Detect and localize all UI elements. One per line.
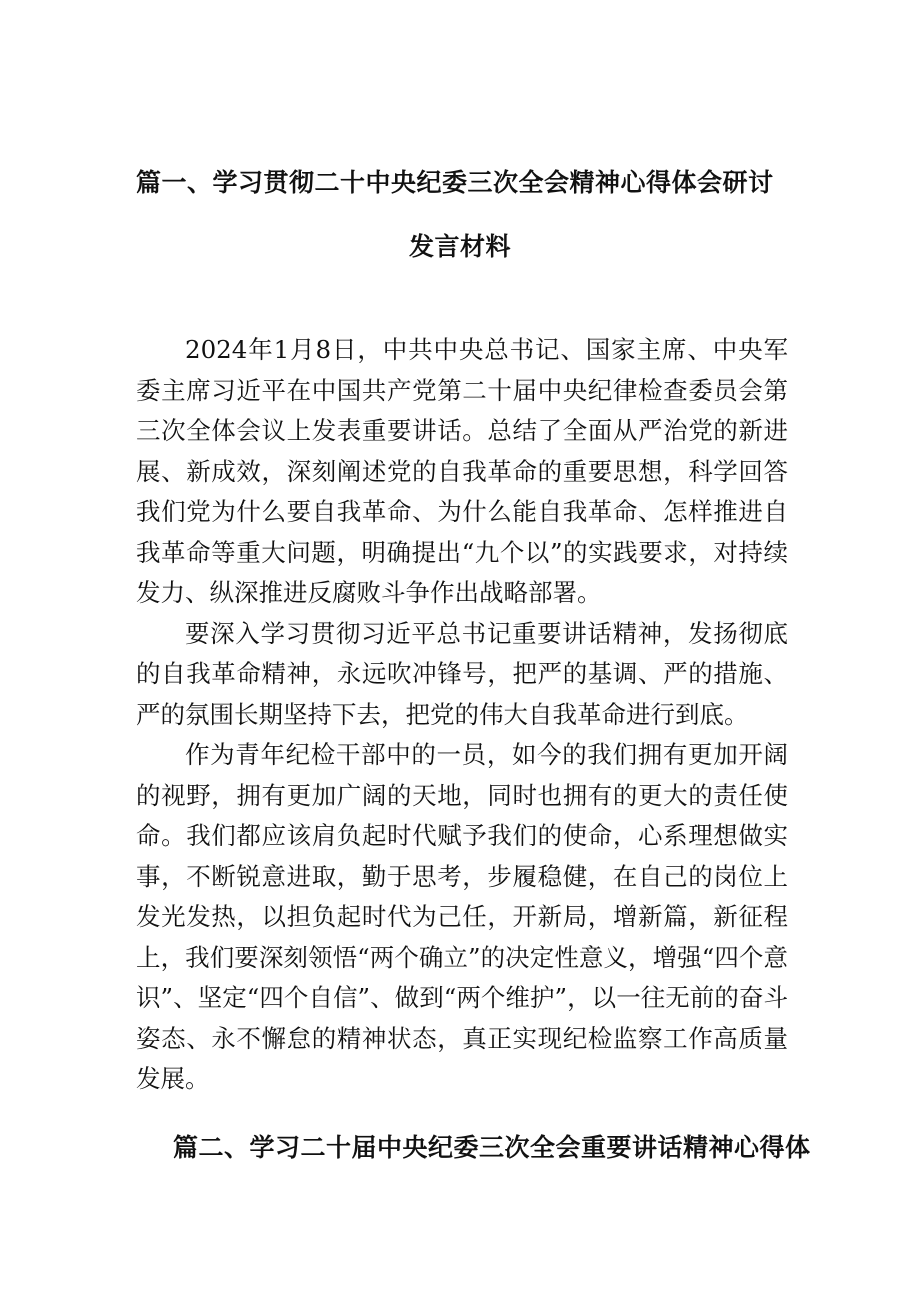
section1-title-line1: 篇一、学习贯彻二十中央纪委三次全会精神心得体会研讨 (136, 168, 774, 197)
paragraph: 2024年1月8日，中共中央总书记、国家主席、中央军委主席习近平在中国共产党第二十届中央纪律检查委员会第三次全体会议上发表重要讲话。总结了全面从严治党的新进展、新成效，深刻阐述党的自我革命的重要思想，科学回答我们党为什么要自我革命、为什么能自我革命、怎样推进自我革命等重大问题，明确提出“九个以”的实践要求，对持续发力、纵深推进反腐败斗争作出战略部署。 (136, 335, 788, 607)
section2-title: 篇二、学习二十届中央纪委三次全会重要讲话精神心得体 (173, 1133, 811, 1162)
section1-title-line2: 发言材料 (408, 232, 511, 261)
paragraph: 作为青年纪检干部中的一员，如今的我们拥有更加开阔的视野，拥有更加广阔的天地，同时也拥有的更大的责任使命。我们都应该肩负起时代赋予我们的使命，心系理想做实事，不断锐意进取，勤于思考，步履稳健，在自己的岗位上发光发热，以担负起时代为己任，开新局，增新篇，新征程上，我们要深刻领悟“两个确立”的决定性意义，增强“四个意识”、坚定“四个自信”、做到“两个维护”，以一往无前的奋斗姿态、永不懈怠的精神状态，真正实现纪检监察工作高质量发展。 (136, 740, 788, 1093)
paragraph: 要深入学习贯彻习近平总书记重要讲话精神，发扬彻底的自我革命精神，永远吹冲锋号，把严的基调、严的措施、严的氛围长期坚持下去，把党的伟大自我革命进行到底。 (136, 618, 788, 729)
section1-body (136, 330, 788, 1100)
